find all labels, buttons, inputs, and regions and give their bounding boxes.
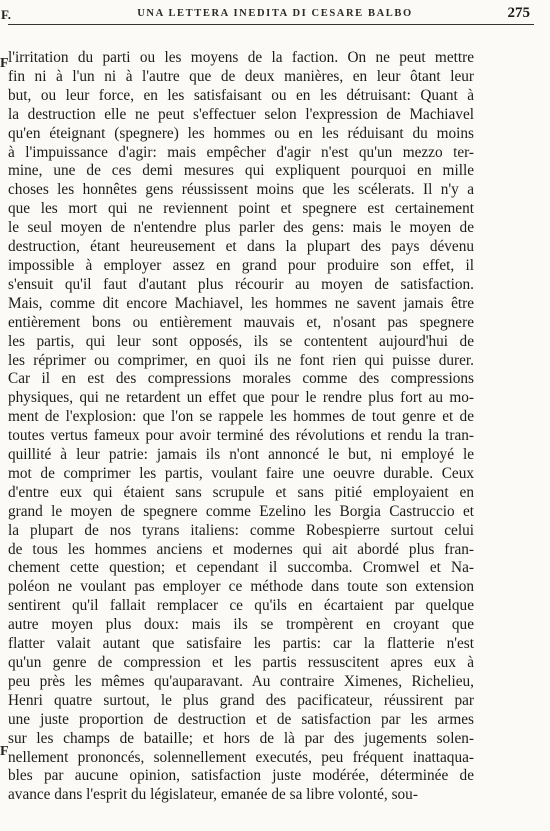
text-line: choses les honnêtes gens réussissent moins que les scélerats. Il n'y a <box>8 181 474 199</box>
text-line: toutes vertus fameux pour avoir terminé des révolutions et rendu la tran- <box>8 427 474 445</box>
text-line: nellement prononcés, solennellement executés, peu fréquent inattaqua- <box>8 748 474 766</box>
text-line: autre moyen plus doux: mais ils se trompèrent en croyant que <box>8 616 474 634</box>
text-line: qu'en éteignant (spegnere) les hommes ou en les réduisant du moins <box>8 124 474 142</box>
running-title: UNA LETTERA INEDITA DI CESARE BALBO <box>137 8 413 19</box>
text-line: Mais, comme dit encore Machiavel, les hommes ne savent jamais être <box>8 294 474 312</box>
text-line: grand le moyen de spegnere comme Ezelino les Borgia Castruccio et <box>8 502 474 520</box>
text-line: peu près les mêmes qu'auparavant. Au contraire Ximenes, Richelieu, <box>8 672 474 690</box>
text-line: qu'un genre de compression et les partis ressuscitent apres eux à <box>8 654 474 671</box>
margin-mark-bottom: F <box>0 744 9 759</box>
text-line: bles par aucune opinion, satisfaction juste modérée, déterminée de <box>8 767 474 785</box>
text-line: mine, une de ces demi mesures qui expliquent pourquoi en mille <box>8 162 474 180</box>
text-line: sentirent qu'il fallait remplacer ce qu'ils en écartaient par quelque <box>8 597 474 615</box>
page-number: 275 <box>507 5 530 21</box>
text-line: fin ni à l'un ni à l'autre que de deux manières, en leur ôtant leur <box>8 67 474 85</box>
body-text <box>8 49 474 805</box>
text-line: à l'impuissance d'agir: mais empêcher d'agir n'est qu'un mezzo ter- <box>8 143 474 161</box>
margin-mark-top: F <box>0 56 9 71</box>
text-line: l'irritation du parti ou les moyens de la faction. On ne peut mettre <box>8 49 474 66</box>
text-line: impossible à employer assez en grand pour produire son effet, il <box>8 256 474 274</box>
text-line: flatter valait autant que satisfaire les partis: car la flatterie n'est <box>8 635 474 653</box>
text-line: s'ensuit qu'il faut d'autant plus récourir au moyen de satisfaction. <box>8 275 474 293</box>
text-line: les réprimer ou comprimer, en quoi ils ne font rien qui puisse durer. <box>8 351 474 369</box>
text-line: quillité à leur patrie: jamais ils n'ont annoncé le but, ni employé le <box>8 446 474 464</box>
header-rule <box>8 24 534 25</box>
text-line: poléon ne voulant pas employer ce méthode dans toute son extension <box>8 578 474 596</box>
text-line: la destruction elle ne peut s'effectuer selon l'expression de Machiavel <box>8 105 474 123</box>
text-line: destruction, étant heureusement et dans la plupart des pays dévenu <box>8 238 474 256</box>
header-left-mark: F. <box>1 7 11 22</box>
text-line: Car il en est des compressions morales comme des compressions <box>8 370 474 388</box>
text-line: une juste proportion de destruction et de satisfaction par les armes <box>8 710 474 728</box>
text-line: physiques, qui ne retardent un effet que pour le rendre plus fort au mo- <box>8 389 474 407</box>
text-line: entièrement bons ou entièrement mauvais et, n'osant pas spegnere <box>8 313 474 331</box>
text-line: chement cette question; et cependant il succomba. Cromwel et Na- <box>8 559 474 577</box>
text-line: d'entre eux qui étaient sans scrupule et sans pitié employaient en <box>8 483 474 501</box>
text-line: les partis, qui leur sont opposés, ils se contentent aujourd'hui de <box>8 332 474 350</box>
text-line: mot de comprimer les partis, voulant faire une oeuvre durable. Ceux <box>8 464 474 482</box>
running-header <box>0 0 550 30</box>
text-line: but, ou leur force, en les satisfaisant ou en les détruisant: Quant à <box>8 86 474 104</box>
text-line: Henri quatre surtout, le plus grand des pacificateur, réussirent par <box>8 691 474 709</box>
text-line: la plupart de nos tyrans italiens: comme Robespierre surtout celui <box>8 521 474 539</box>
text-line: de tous les hommes anciens et modernes qui ait abordé plus fran- <box>8 540 474 558</box>
text-line: le seul moyen de n'entendre plus parler des gens: mais le moyen de <box>8 219 474 237</box>
text-line: avance dans l'esprit du législateur, emanée de sa libre volonté, sou- <box>8 786 418 804</box>
text-line: que les mort qui ne reviennent point et spegnere est certainement <box>8 200 474 218</box>
text-line: sur les champs de bataille; et hors de là par des jugements solen- <box>8 729 474 747</box>
text-line: ment de l'explosion: que l'on se rappele les hommes de tout genre et de <box>8 408 474 426</box>
